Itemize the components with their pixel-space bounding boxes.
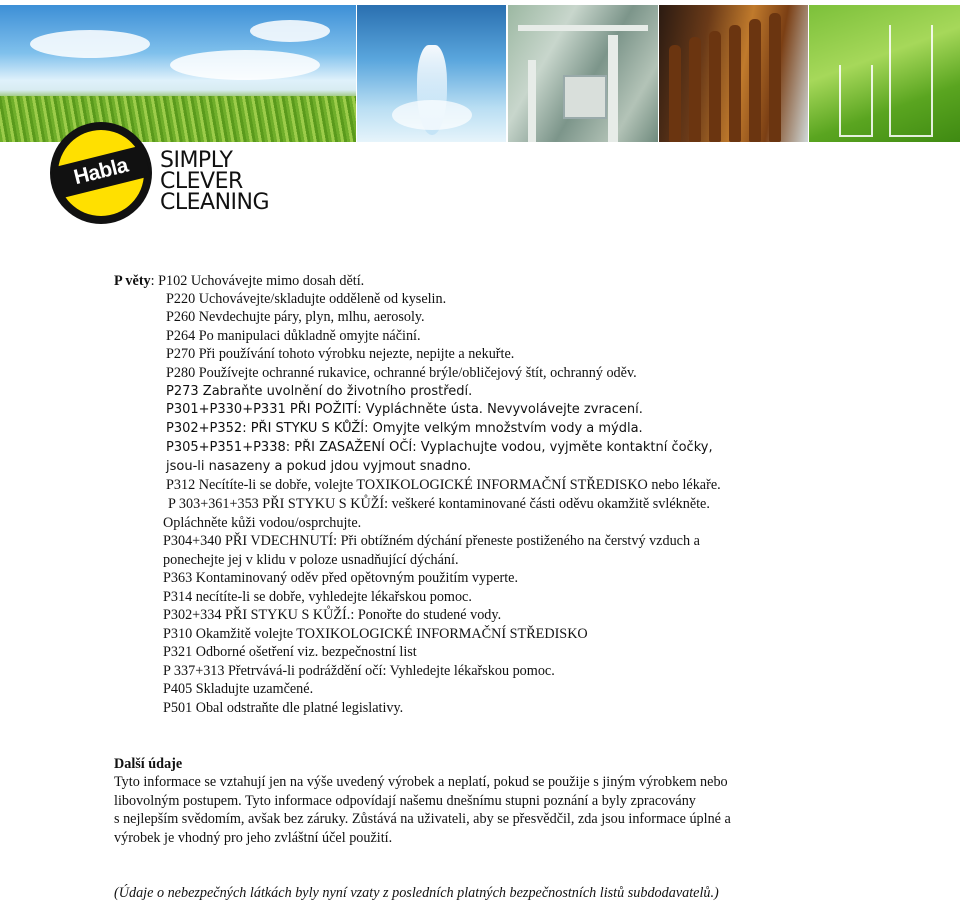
p-statement: P302+334 PŘI STYKU S KŮŽÍ.: Ponořte do studené vody.: [163, 607, 502, 623]
p-statement: P102 Uchovávejte mimo dosah dětí.: [158, 273, 365, 289]
p-statement: P264 Po manipulaci důkladně omyjte náčiní.: [166, 328, 421, 344]
logo-tagline-line: SIMPLY: [160, 148, 233, 173]
further-info-line: s nejlepším svědomím, avšak bez záruky. Zůstává na uživateli, aby se přesvědčil, zda jsou informace úplné a: [114, 811, 731, 827]
p-statement: P280 Používejte ochranné rukavice, ochranné brýle/obličejový štít, ochranný oděv.: [166, 365, 637, 381]
p-statements-label: P věty: [114, 273, 151, 289]
p-statement: jsou-li nasazeny a pokud jdou vyjmout snadno.: [166, 459, 472, 474]
p-statement: P304+340 PŘI VDECHNUTÍ: Při obtížném dýchání přeneste postiženého na čerstvý vzduch a: [163, 533, 700, 549]
p-statements-row: P věty: P102 Uchovávejte mimo dosah dětí.: [114, 273, 365, 289]
logo-tagline-line: CLEVER: [160, 169, 243, 194]
footnote: (Údaje o nebezpečných látkách byly nyní vzaty z posledních platných bezpečnostních listů subdodavatelů.): [114, 885, 719, 901]
p-statement: P310 Okamžitě volejte TOXIKOLOGICKÉ INFORMAČNÍ STŘEDISKO: [163, 626, 588, 642]
banner-photo-bottles: [659, 5, 808, 142]
p-statement: P220 Uchovávejte/skladujte odděleně od kyselin.: [166, 291, 447, 307]
further-info-line: Tyto informace se vztahují jen na výše uvedený výrobek a neplatí, pokud se použije s jiným výrobkem nebo: [114, 774, 728, 790]
p-statement: P321 Odborné ošetření viz. bezpečnostní list: [163, 644, 417, 660]
p-statement: P260 Nevdechujte páry, plyn, mlhu, aerosoly.: [166, 309, 425, 325]
further-info-line: výrobek je vhodný pro jeho zvláštní účel použití.: [114, 830, 393, 846]
further-info-line: libovolným postupem. Tyto informace odpovídají našemu dnešnímu stupni poznání a byly zpracovány: [114, 793, 696, 809]
p-statement: P405 Skladujte uzamčené.: [163, 681, 314, 697]
banner-photo-lab-glassware: [809, 5, 960, 142]
p-statement: P314 necítíte-li se dobře, vyhledejte lékařskou pomoc.: [163, 589, 472, 605]
logo-brand-text: Habla: [71, 153, 131, 190]
p-statement: P301+P330+P331 PŘI POŽITÍ: Vypláchněte ústa. Nevyvolávejte zvracení.: [166, 402, 643, 417]
p-statement: P501 Obal odstraňte dle platné legislativy.: [163, 700, 404, 716]
p-statement: P363 Kontaminovaný oděv před opětovným použitím vyperte.: [163, 570, 519, 586]
further-info-heading: Další údaje: [114, 756, 183, 772]
p-statement: P 303+361+353 PŘI STYKU S KŮŽÍ: veškeré kontaminované části oděvu okamžitě svlékněte.: [168, 496, 710, 512]
logo-tagline-line: CLEANING: [160, 190, 270, 215]
banner-photo-water-splash: [357, 5, 506, 142]
p-statement: P302+P352: PŘI STYKU S KŮŽÍ: Omyjte velkým množstvím vody a mýdla.: [166, 421, 643, 436]
p-statement: P270 Při používání tohoto výrobku nejezte, nepijte a nekuřte.: [166, 346, 515, 362]
p-statement: P 337+313 Přetrvává-li podráždění očí: Vyhledejte lékařskou pomoc.: [163, 663, 555, 679]
header-banner: [0, 0, 960, 142]
logo-tagline: [160, 150, 269, 213]
p-statement: P273 Zabraňte uvolnění do životního prostředí.: [166, 384, 473, 399]
p-statement: ponechejte jej v klidu v poloze usnadňující dýchání.: [163, 552, 459, 568]
p-statement: P305+P351+P338: PŘI ZASAŽENÍ OČÍ: Vyplachujte vodou, vyjměte kontaktní čočky,: [166, 440, 713, 455]
p-statement: Opláchněte kůži vodou/osprchujte.: [163, 515, 362, 531]
p-statement: P312 Necítíte-li se dobře, volejte TOXIKOLOGICKÉ INFORMAČNÍ STŘEDISKO nebo lékaře.: [166, 477, 721, 493]
banner-photo-industrial-plant: [508, 5, 658, 142]
company-logo: [50, 122, 282, 222]
